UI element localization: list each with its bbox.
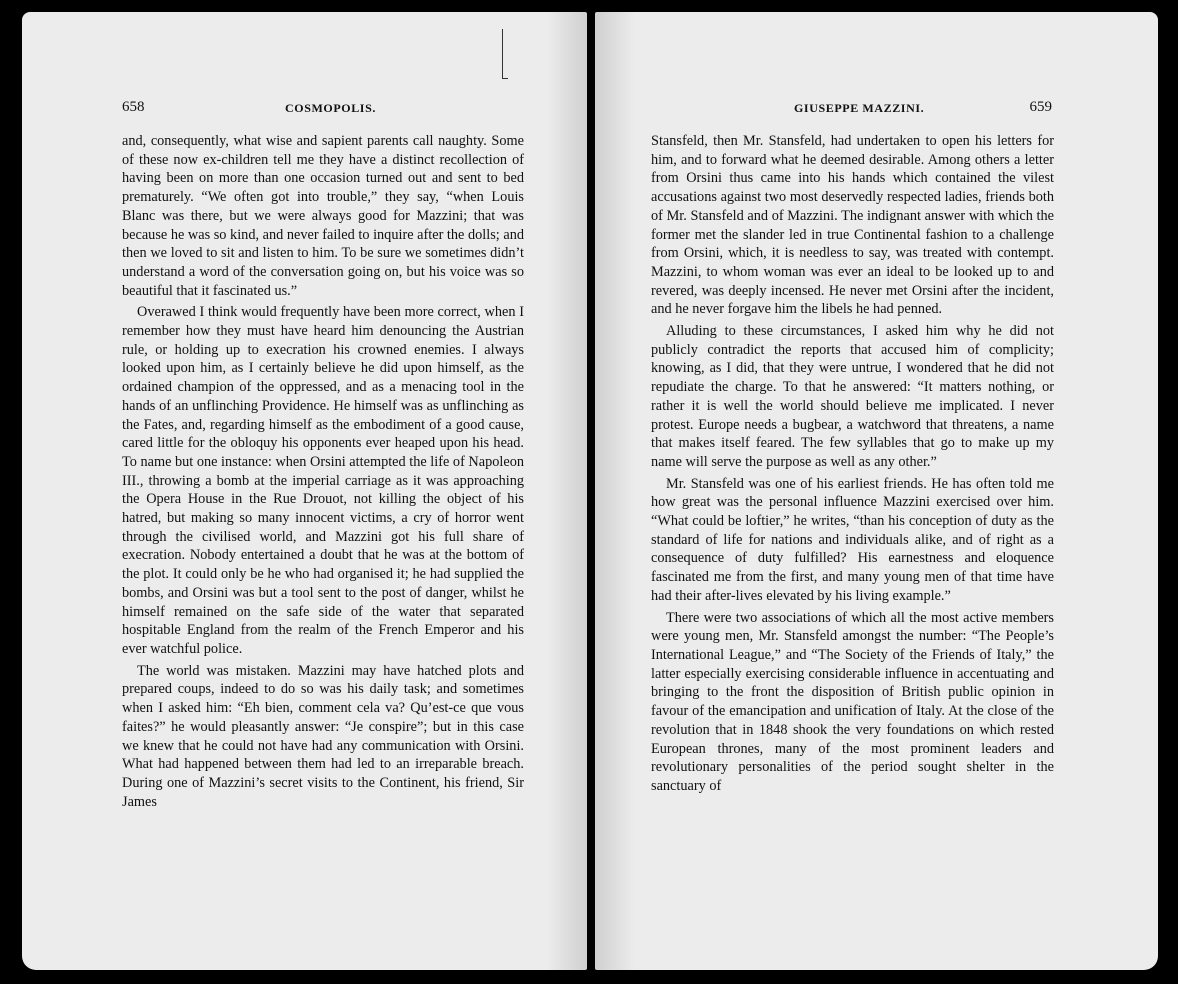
running-title: COSMOPOLIS. bbox=[285, 101, 376, 115]
pencil-mark bbox=[502, 29, 503, 79]
left-page-header bbox=[122, 99, 522, 119]
right-page-text bbox=[651, 132, 1054, 796]
paragraph: The world was mistaken. Mazzini may have hatched plots and prepared coups, indeed to do so was his daily task; and sometimes when I asked him: “Eh bien, comment cela va? Qu’est-ce que vous faites?” he would pleasantly answer: “Je conspire”; but in this case we knew that he could not have had any communication with Orsini. What had happened between them had led to an irreparable breach. During one of Mazzini’s secret visits to the Continent, his friend, Sir James bbox=[122, 662, 524, 810]
running-title: GIUSEPPE MAZZINI. bbox=[794, 101, 925, 115]
left-page-text bbox=[122, 132, 524, 811]
paragraph: Alluding to these circumstances, I asked him why he did not publicly contradict the reports that accused him of complicity; knowing, as I did, that they were untrue, I wondered that he did not repudiate the charge. To that he answered: “It matters nothing, or rather it is well the world should believe me implicated. I never protest. Europe needs a bugbear, a watchword that threatens, a name that makes itself feared. The few syllables that go to make up my name will serve the purpose as well as any other.” bbox=[651, 323, 1054, 470]
paragraph: Overawed I think would frequently have been more correct, when I remember how they must have heard him denouncing the Austrian rule, or holding up to execration his crowned enemies. I always looked upon him, as I certainly believe he did upon himself, as the ordained champion of the oppressed, and as a menacing tool in the hands of an unflinching Providence. He himself was as unflinching as the Fates, and, regarding himself as the embodiment of a good cause, cared little for the obloquy his opponents ever heaped upon his head. To name but one instance: when Orsini attempted the life of Napoleon III., throwing a bomb at the imperial carriage as it was approaching the Opera House in the Rue Drouot, not killing the object of his hatred, but making so many innocent victims, a cry of horror went through the civilised world, and Mazzini got his full share of execration. Nobody entertained a doubt that he was at the bottom of the plot. It could only be he who had organised it; he had supplied the bombs, and Orsini was but a tool sent to the post of danger, whilst he himself remained on the safe side of the water that separated hospitable England from the realm of the French Emperor and his ever watchful police. bbox=[122, 304, 524, 657]
gutter-shadow bbox=[595, 12, 635, 970]
paragraph: Mr. Stansfeld was one of his earliest friends. He has often told me how great was the personal influence Mazzini exercised over him. “What could be loftier,” he writes, “than his conception of duty as the standard of life for nations and individuals alike, and of right as a consequence of duty fulfilled? His earnestness and eloquence fascinated me from the first, and many young men of that time have had their after-lives elevated by his living example.” bbox=[651, 475, 1054, 604]
paragraph: There were two associations of which all the most active members were young men, Mr. Stansfeld amongst the number: “The People’s International League,” and “The Society of the Friends of Italy,” the latter especially exercising considerable influence in accentuating and bringing to the front the disposition of British public opinion in favour of the emancipation and unification of Italy. At the close of the revolution that in 1848 shook the very foundations on which rested European thrones, many of the most prominent leaders and revolutionary personalities of the period sought shelter in the sanctuary of bbox=[651, 609, 1054, 794]
right-page-header bbox=[657, 99, 1052, 119]
paragraph: and, consequently, what wise and sapient parents call naughty. Some of these now ex-children tell me they have a distinct recollection of having been on more than one occasion turned out and sent to bed prematurely. “We often got into trouble,” they say, “when Louis Blanc was there, but we were always good for Mazzini; that was because he was so kind, and never failed to inquire after the dolls; and then we loved to sit and listen to him. To be sure we sometimes didn’t understand a word of the conversation going on, but his voice was so beautiful that it fascinated us.” bbox=[122, 133, 524, 299]
paragraph: Stansfeld, then Mr. Stansfeld, had undertaken to open his letters for him, and to forward what he deemed desirable. Among others a letter from Orsini thus came into his hands which contained the vilest accusations against two most deservedly respected ladies, friends both of Mr. Stansfeld and of Mazzini. The indignant answer with which the former met the slander led in true Continental fashion to a challenge from Orsini, which, it is needless to say, was treated with contempt. Mazzini, to whom woman was ever an ideal to be looked up to and revered, was deeply incensed. He never met Orsini after the incident, and he never forgave him the libels he had penned. bbox=[651, 133, 1054, 318]
left-page bbox=[22, 12, 587, 970]
gutter-shadow bbox=[547, 12, 587, 970]
page-number: 659 bbox=[1029, 99, 1052, 115]
page-number: 658 bbox=[122, 99, 145, 115]
right-page bbox=[595, 12, 1158, 970]
